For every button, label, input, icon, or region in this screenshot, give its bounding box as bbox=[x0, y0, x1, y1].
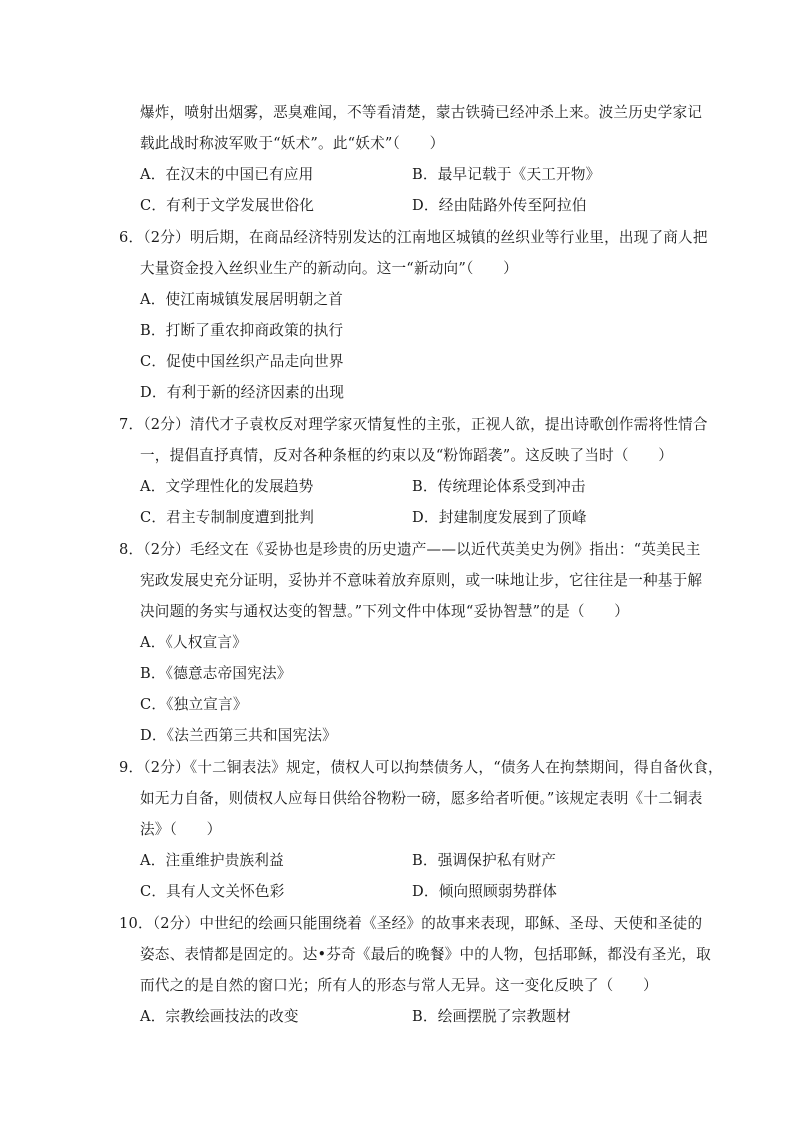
q6-stem-line-2: 大量资金投入丝织业生产的新动向。这一“新动向”（ ） bbox=[140, 260, 518, 277]
q9-stem-line-2: 如无力自备，则债权人应每日供给谷物粉一磅，愿多给者听便。”该规定表明《十二铜表 bbox=[140, 790, 703, 807]
q5-option-c[interactable]: C．有利于文学发展世俗化 bbox=[140, 197, 315, 214]
q8-option-a[interactable]: A．《人权宣言》 bbox=[140, 634, 247, 651]
q5-stem-line-1: 爆炸，喷射出烟雾，恶臭难闻，不等看清楚，蒙古铁骑已经冲杀上来。波兰历史学家记 bbox=[140, 104, 703, 121]
q9-option-c[interactable]: C．具有人文关怀色彩 bbox=[140, 883, 285, 900]
q7-stem-line-2: 一，提倡直抒真情，反对各种条框的约束以及“粉饰蹈袭”。这反映了当时（ ） bbox=[140, 447, 674, 464]
q8-stem-line-3: 决问题的务实与通权达变的智慧。”下列文件中体现“妥协智慧”的是（ ） bbox=[140, 603, 630, 620]
q8-stem-line-2: 宪政发展史充分证明，妥协并不意味着放弃原则，或一味地让步，它往往是一种基于解 bbox=[140, 572, 703, 589]
q8-option-d[interactable]: D．《法兰西第三共和国宪法》 bbox=[140, 727, 337, 744]
q7-option-a[interactable]: A．文学理性化的发展趋势 bbox=[140, 478, 314, 495]
q8-stem-line-1: 8．（2分）毛经文在《妥协也是珍贵的历史遗产——以近代英美史为例》指出：“英美民主 bbox=[119, 541, 701, 558]
q5-option-d[interactable]: D．经由陆路外传至阿拉伯 bbox=[412, 197, 587, 214]
q9-option-a[interactable]: A．注重维护贵族利益 bbox=[140, 852, 284, 869]
q9-option-b[interactable]: B．强调保护私有财产 bbox=[412, 852, 557, 869]
q7-option-b[interactable]: B．传统理论体系受到冲击 bbox=[412, 478, 586, 495]
q9-option-d[interactable]: D．倾向照顾弱势群体 bbox=[412, 883, 558, 900]
q5-stem-line-2: 载此战时称波军败于“妖术”。此“妖术”（ ） bbox=[140, 135, 445, 152]
q10-option-b[interactable]: B．绘画摆脱了宗教题材 bbox=[412, 1008, 571, 1025]
q10-option-a[interactable]: A．宗教绘画技法的改变 bbox=[140, 1008, 299, 1025]
q5-option-b[interactable]: B．最早记载于《天工开物》 bbox=[412, 166, 601, 183]
q8-option-b[interactable]: B．《德意志帝国宪法》 bbox=[140, 665, 292, 682]
q6-option-a[interactable]: A．使江南城镇发展居明朝之首 bbox=[140, 291, 344, 308]
q6-option-c[interactable]: C．促使中国丝织产品走向世界 bbox=[140, 353, 344, 370]
q8-option-c[interactable]: C．《独立宣言》 bbox=[140, 696, 248, 713]
q6-option-b[interactable]: B．打断了重农抑商政策的执行 bbox=[140, 322, 344, 339]
q9-stem-line-3: 法》（ ） bbox=[140, 821, 222, 838]
q9-stem-line-1: 9．（2分）《十二铜表法》规定，债权人可以拘禁债务人，“债务人在拘禁期间，得自备伙食， bbox=[119, 759, 723, 776]
q7-stem-line-1: 7．（2分）清代才子袁枚反对理学家灭情复性的主张，正视人欲，提出诗歌创作需将性情合 bbox=[119, 416, 708, 433]
q6-option-d[interactable]: D．有利于新的经济因素的出现 bbox=[140, 384, 345, 401]
q10-stem-line-1: 10．（2分）中世纪的绘画只能围绕着《圣经》的故事来表现，耶稣、圣母、天使和圣徒的 bbox=[119, 915, 703, 932]
q7-option-d[interactable]: D．封建制度发展到了顶峰 bbox=[412, 509, 587, 526]
q10-stem-line-2: 姿态、表情都是固定的。达•芬奇《最后的晚餐》中的人物，包括耶稣，都没有圣光，取 bbox=[140, 946, 711, 963]
q6-stem-line-1: 6．（2分）明后期，在商品经济特别发达的江南地区城镇的丝织业等行业里，出现了商人把 bbox=[119, 229, 708, 246]
q5-option-a[interactable]: A．在汉末的中国已有应用 bbox=[140, 166, 314, 183]
q10-stem-line-3: 而代之的是自然的窗口光；所有人的形态与常人无异。这一变化反映了（ ） bbox=[140, 977, 658, 994]
q7-option-c[interactable]: C．君主专制制度遭到批判 bbox=[140, 509, 315, 526]
